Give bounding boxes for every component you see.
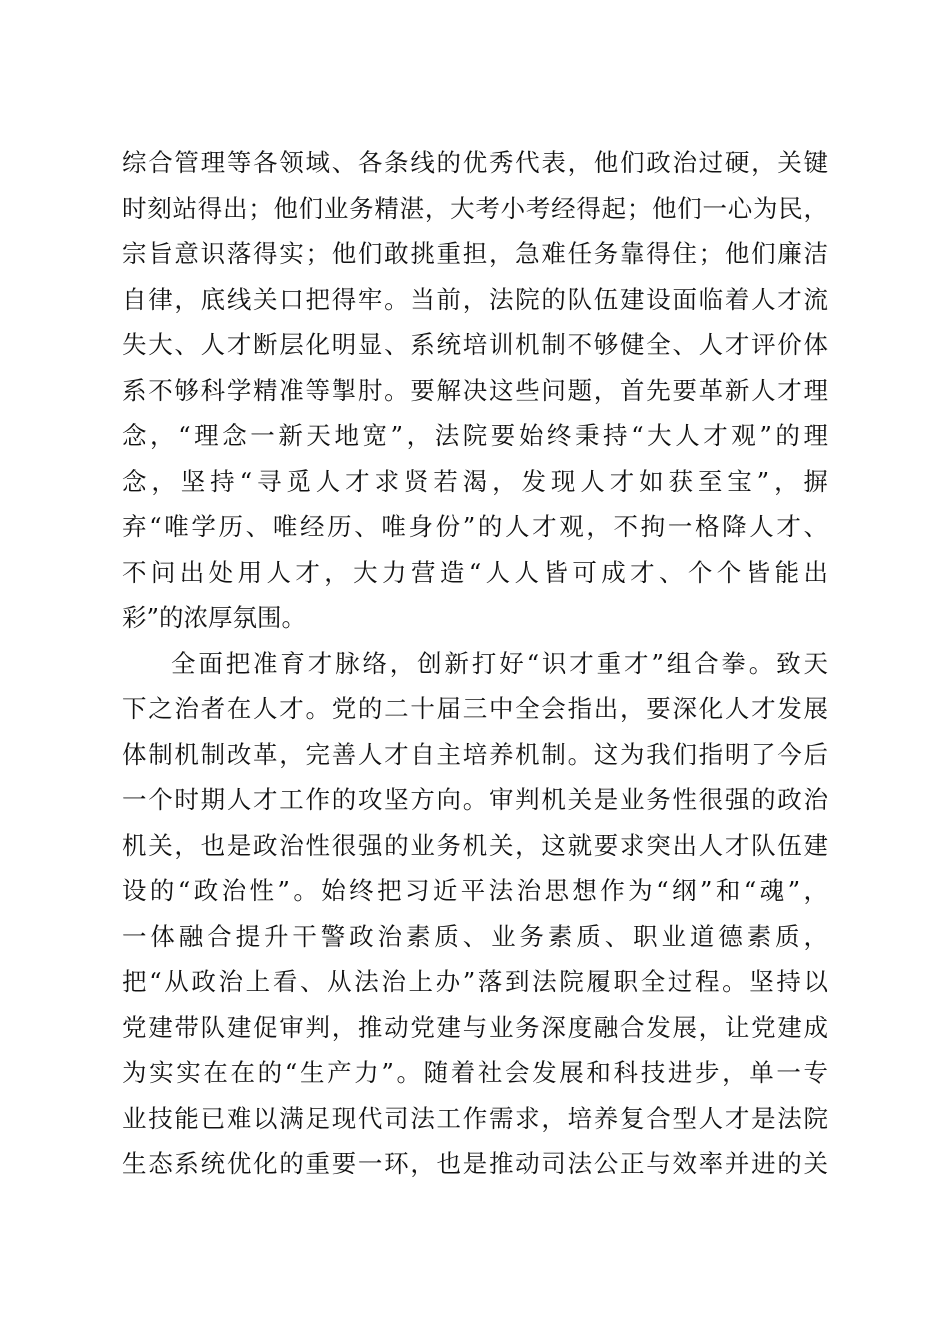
body-text <box>122 140 828 1187</box>
paragraph <box>122 140 828 641</box>
text-line: 下之治者在人才。党的二十届三中全会指出，要深化人才发展 <box>122 694 828 723</box>
paragraph <box>122 641 828 1187</box>
text-line: 彩”的浓厚氛围。 <box>122 603 307 632</box>
text-line: 系不够科学精准等掣肘。要解决这些问题，首先要革新人才理 <box>122 375 828 405</box>
text-line: 宗旨意识落得实；他们敢挑重担，急难任务靠得住；他们廉洁 <box>122 239 828 268</box>
text-line: 一体融合提升干警政治素质、业务素质、职业道德素质， <box>122 921 828 951</box>
text-line: 念，“理念一新天地宽”，法院要始终秉持“大人才观”的理 <box>122 421 828 450</box>
text-line: 生态系统优化的重要一环，也是推动司法公正与效率并进的关 <box>122 1149 828 1178</box>
text-line: 党建带队建促审判，推动党建与业务深度融合发展，让党建成 <box>122 1012 828 1042</box>
text-line: 全面把准育才脉络，创新打好“识才重才”组合拳。致天 <box>171 648 828 678</box>
text-line: 不问出处用人才，大力营造“人人皆可成才、个个皆能出 <box>122 557 828 587</box>
text-line: 把“从政治上看、从法治上办”落到法院履职全过程。坚持以 <box>122 967 828 996</box>
text-line: 设的“政治性”。始终把习近平法治思想作为“纲”和“魂”， <box>122 876 828 905</box>
text-line: 自律，底线关口把得牢。当前，法院的队伍建设面临着人才流 <box>122 284 828 314</box>
text-line: 机关，也是政治性很强的业务机关，这就要求突出人才队伍建 <box>122 830 828 860</box>
text-line: 为实实在在的“生产力”。随着社会发展和科技进步，单一专 <box>122 1058 828 1087</box>
text-line: 综合管理等各领域、各条线的优秀代表，他们政治过硬，关键 <box>122 148 828 177</box>
text-line: 失大、人才断层化明显、系统培训机制不够健全、人才评价体 <box>122 330 828 359</box>
text-line: 念，坚持“寻觅人才求贤若渴，发现人才如获至宝”，摒 <box>122 466 828 496</box>
text-line: 业技能已难以满足现代司法工作需求，培养复合型人才是法院 <box>122 1103 828 1133</box>
text-line: 体制机制改革，完善人才自主培养机制。这为我们指明了今后 <box>122 739 828 769</box>
text-line: 一个时期人才工作的攻坚方向。审判机关是业务性很强的政治 <box>122 785 828 814</box>
text-line: 时刻站得出；他们业务精湛，大考小考经得起；他们一心为民， <box>122 193 828 223</box>
text-line: 弃“唯学历、唯经历、唯身份”的人才观，不拘一格降人才、 <box>122 512 828 541</box>
